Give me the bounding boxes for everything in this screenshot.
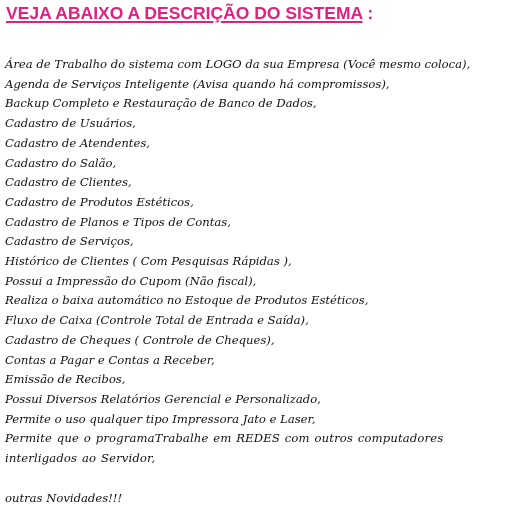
feature-item: Cadastro de Atendentes, bbox=[5, 135, 150, 150]
feature-item: Cadastro de Produtos Estéticos, bbox=[5, 194, 194, 209]
feature-item: Emissão de Recibos, bbox=[5, 372, 126, 387]
feature-item: Cadastro de Cheques ( Controle de Cheques), bbox=[5, 332, 275, 347]
feature-item: Cadastro do Salão, bbox=[5, 155, 117, 170]
feature-item: Cadastro de Usuários, bbox=[5, 116, 136, 131]
feature-item: Área de Trabalho do sistema com LOGO da sua Empresa (Você mesmo coloca), bbox=[5, 57, 471, 71]
closing-text: outras Novidades!!! bbox=[5, 491, 123, 505]
feature-item: Histórico de Clientes ( Com Pesquisas Rápidas ), bbox=[5, 254, 292, 269]
page-title bbox=[6, 2, 373, 24]
feature-item: Possui a Impressão do Cupom (Não fiscal), bbox=[5, 273, 257, 288]
feature-item: Cadastro de Serviços, bbox=[5, 234, 134, 249]
feature-item: Cadastro de Clientes, bbox=[5, 175, 132, 190]
feature-list bbox=[5, 55, 511, 469]
feature-item: Agenda de Serviços Inteligente (Avisa quando há compromissos), bbox=[5, 76, 390, 91]
feature-item: Backup Completo e Restauração de Banco de Dados, bbox=[5, 96, 317, 111]
title-colon: : bbox=[367, 3, 374, 23]
feature-item: Cadastro de Planos e Tipos de Contas, bbox=[5, 214, 231, 229]
feature-item: Permite que o programaTrabalhe em REDES com outros computadores interligados ao Servidor, bbox=[5, 431, 444, 466]
feature-item: Contas a Pagar e Contas a Receber, bbox=[5, 352, 215, 367]
title-text: VEJA ABAIXO A DESCRIÇÃO DO SISTEMA bbox=[6, 3, 363, 23]
feature-item: Realiza o baixa automático no Estoque de Produtos Estéticos, bbox=[5, 293, 369, 308]
feature-item: Fluxo de Caixa (Controle Total de Entrada e Saída), bbox=[5, 313, 309, 328]
feature-item: Permite o uso qualquer tipo Impressora Jato e Laser, bbox=[5, 411, 316, 426]
feature-item: Possui Diversos Relatórios Gerencial e Personalizado, bbox=[5, 391, 321, 406]
